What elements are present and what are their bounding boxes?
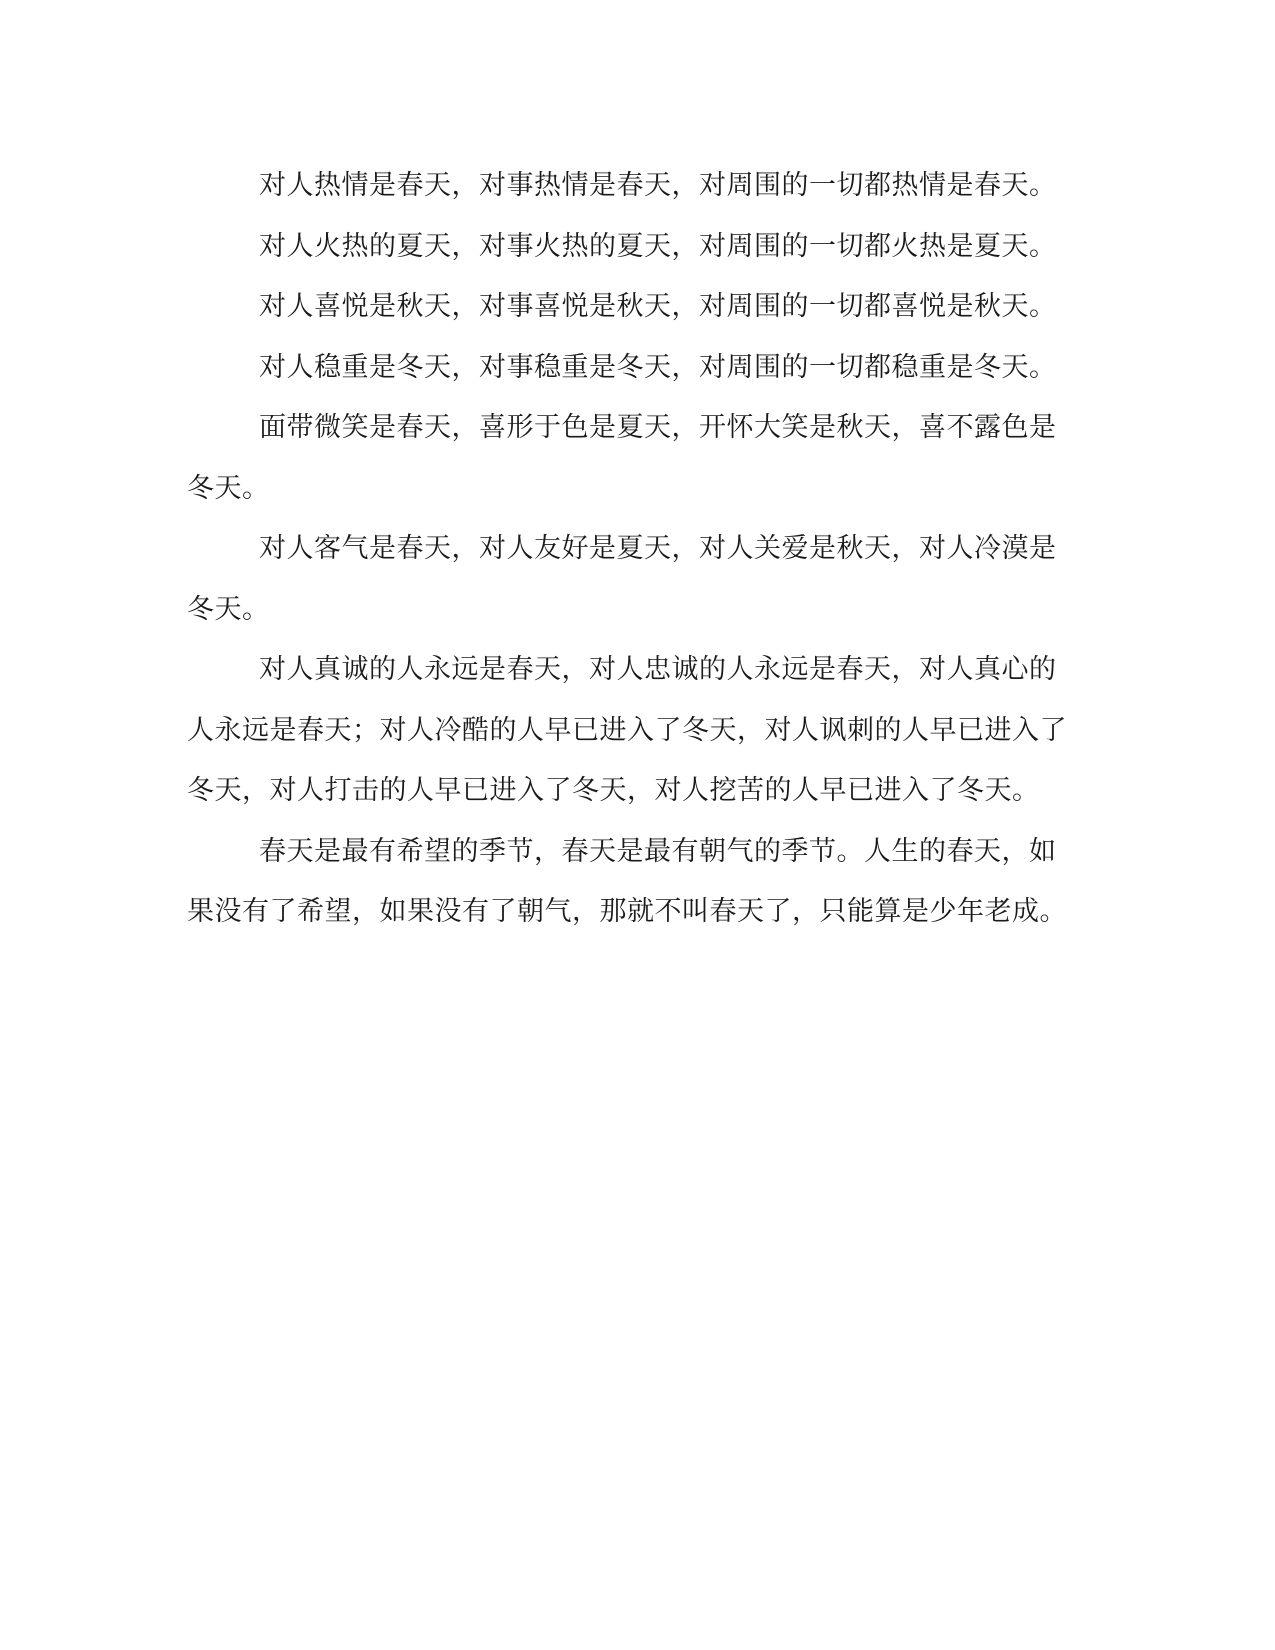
paragraph: 对人热情是春天，对事热情是春天，对周围的一切都热情是春天。 [259, 170, 1057, 201]
paragraph: 对人火热的夏天，对事火热的夏天，对周围的一切都火热是夏天。 [259, 230, 1057, 262]
paragraph: 对人喜悦是秋天，对事喜悦是秋天，对周围的一切都喜悦是秋天。 [259, 291, 1057, 322]
paragraph: 面带微笑是春天，喜形于色是夏天，开怀大笑是秋天，喜不露色是冬天。 [187, 412, 1057, 504]
paragraph: 春天是最有希望的季节，春天是最有朝气的季节。人生的春天，如果没有了希望，如果没有了朝气，那就不叫春天了，只能算是少年老成。 [187, 835, 1067, 927]
document-body [187, 156, 1072, 943]
paragraph: 对人真诚的人永远是春天，对人忠诚的人永远是春天，对人真心的人永远是春天；对人冷酷的人早已进入了冬天，对人讽刺的人早已进入了冬天，对人打击的人早已进入了冬天，对人挖苦的人早已进入了冬天。 [187, 654, 1067, 806]
paragraph: 对人客气是春天，对人友好是夏天，对人关爱是秋天，对人冷漠是冬天。 [187, 533, 1057, 625]
paragraph: 对人稳重是冬天，对事稳重是冬天，对周围的一切都稳重是冬天。 [259, 351, 1057, 383]
